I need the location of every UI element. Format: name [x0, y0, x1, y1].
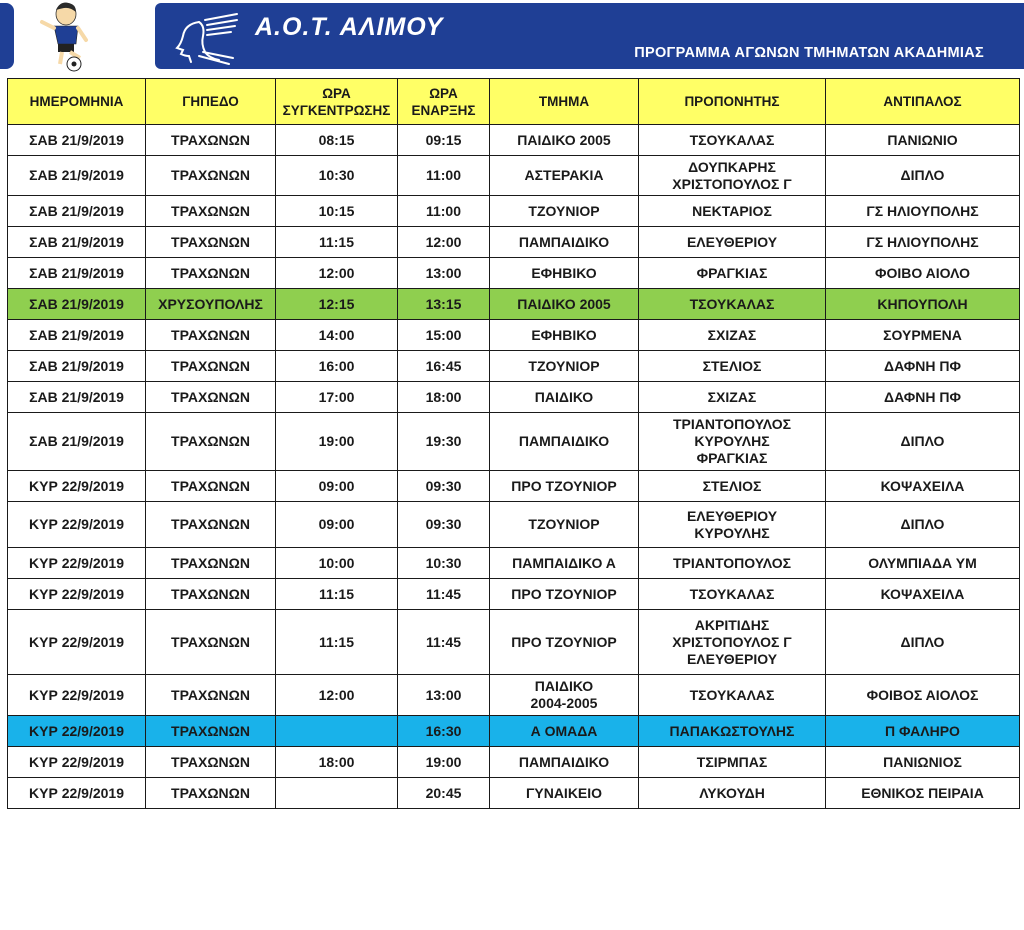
cell-coach-line: ΑΚΡΙΤΙΔΗΣ [694, 616, 770, 633]
cell-coach-line: ΝΕΚΤΑΡΙΟΣ [692, 202, 772, 219]
cell-venue: ΤΡΑΧΩΝΩΝ [146, 778, 276, 809]
cell-coach-line: ΧΡΙΣΤΟΠΟΥΛΟΣ Γ [672, 633, 792, 650]
cell-team [490, 610, 639, 675]
cell-coach [639, 471, 826, 502]
cell-opponent: ΔΑΦΝΗ ΠΦ [826, 351, 1020, 382]
cell-start-time: 09:15 [398, 125, 490, 156]
cell-date: ΚΥΡ 22/9/2019 [8, 471, 146, 502]
cell-venue: ΤΡΑΧΩΝΩΝ [146, 196, 276, 227]
cell-date: ΣΑΒ 21/9/2019 [8, 125, 146, 156]
cell-meet-time: 19:00 [276, 413, 398, 471]
cell-coach-line: ΦΡΑΓΚΙΑΣ [696, 450, 768, 466]
cell-date: ΚΥΡ 22/9/2019 [8, 716, 146, 747]
cell-start-time: 18:00 [398, 382, 490, 413]
cell-coach [639, 716, 826, 747]
cell-start-time: 19:30 [398, 413, 490, 471]
cell-coach-line: ΣΧΙΖΑΣ [707, 388, 757, 405]
cell-team [490, 196, 639, 227]
hermes-head-logo-icon [169, 8, 241, 66]
cell-opponent: ΠΑΝΙΩΝΙΟ [826, 125, 1020, 156]
cell-meet-time: 12:00 [276, 258, 398, 289]
cell-date: ΣΑΒ 21/9/2019 [8, 382, 146, 413]
cell-start-time: 16:45 [398, 351, 490, 382]
cell-team-line: ΠΑΜΠΑΙΔΙΚΟ [518, 753, 610, 770]
cell-coach [639, 289, 826, 320]
cell-date: ΣΑΒ 21/9/2019 [8, 156, 146, 196]
cell-venue: ΤΡΑΧΩΝΩΝ [146, 716, 276, 747]
cell-team [490, 471, 639, 502]
table-row [8, 196, 1020, 227]
cell-meet-time: 11:15 [276, 579, 398, 610]
cell-team-line: ΠΑΜΠΑΙΔΙΚΟ Α [512, 554, 616, 571]
cell-meet-time: 11:15 [276, 227, 398, 258]
cell-coach-line: ΠΑΠΑΚΩΣΤΟΥΛΗΣ [669, 722, 795, 739]
cell-date: ΚΥΡ 22/9/2019 [8, 579, 146, 610]
cell-coach-line: ΤΣΙΡΜΠΑΣ [696, 753, 768, 770]
cell-start-time: 15:00 [398, 320, 490, 351]
cell-opponent: ΦΟΙΒΟΣ ΑΙΟΛΟΣ [826, 675, 1020, 716]
cell-venue: ΤΡΑΧΩΝΩΝ [146, 610, 276, 675]
schedule-subtitle: ΠΡΟΓΡΑΜΜΑ ΑΓΩΝΩΝ ΤΜΗΜΑΤΩΝ ΑΚΑΔΗΜΙΑΣ [634, 45, 984, 61]
cell-team-line: ΕΦΗΒΙΚΟ [531, 326, 597, 343]
cell-team-line: Α ΟΜΑΔΑ [530, 722, 598, 739]
table-row [8, 382, 1020, 413]
cell-venue: ΤΡΑΧΩΝΩΝ [146, 382, 276, 413]
cell-date: ΣΑΒ 21/9/2019 [8, 351, 146, 382]
club-name: Α.Ο.Τ. ΑΛΙΜΟΥ [255, 13, 444, 41]
cell-opponent: ΣΟΥΡΜΕΝΑ [826, 320, 1020, 351]
cell-venue: ΤΡΑΧΩΝΩΝ [146, 502, 276, 548]
cell-coach-line: ΤΣΟΥΚΑΛΑΣ [689, 585, 775, 602]
cell-opponent: ΠΑΝΙΩΝΙΟΣ [826, 747, 1020, 778]
cell-coach [639, 351, 826, 382]
left-banner-tab [0, 3, 14, 69]
table-row [8, 548, 1020, 579]
cell-coach [639, 196, 826, 227]
cell-team-line: ΠΑΙΔΙΚΟ [534, 678, 594, 694]
cell-start-time: 11:00 [398, 196, 490, 227]
cell-team [490, 413, 639, 471]
cell-coach [639, 258, 826, 289]
cell-coach [639, 747, 826, 778]
table-row [8, 156, 1020, 196]
cell-team-line: 2004-2005 [530, 695, 598, 711]
cell-coach-line: ΤΡΙΑΝΤΟΠΟΥΛΟΣ [672, 554, 792, 571]
table-header-row [8, 79, 1020, 125]
cell-team-line: ΠΑΜΠΑΙΔΙΚΟ [518, 233, 610, 250]
cell-venue: ΤΡΑΧΩΝΩΝ [146, 227, 276, 258]
cell-meet-time: 17:00 [276, 382, 398, 413]
column-header-date: ΗΜΕΡΟΜΗΝΙΑ [8, 79, 146, 125]
cell-team [490, 502, 639, 548]
cell-coach-line: ΕΛΕΥΘΕΡΙΟΥ [686, 650, 778, 667]
cell-coach-line: ΣΧΙΖΑΣ [707, 326, 757, 343]
cell-date: ΚΥΡ 22/9/2019 [8, 778, 146, 809]
cell-venue: ΤΡΑΧΩΝΩΝ [146, 320, 276, 351]
cell-coach [639, 320, 826, 351]
cell-team [490, 125, 639, 156]
cell-coach [639, 125, 826, 156]
cell-date: ΣΑΒ 21/9/2019 [8, 320, 146, 351]
column-header-start-time: ΩΡΑ ΕΝΑΡΞΗΣ [398, 79, 490, 125]
cell-venue: ΤΡΑΧΩΝΩΝ [146, 125, 276, 156]
cell-team-line: ΠΑΜΠΑΙΔΙΚΟ [518, 433, 610, 449]
cell-meet-time: 10:15 [276, 196, 398, 227]
table-row [8, 258, 1020, 289]
cell-team-line: ΠΡΟ ΤΖΟΥΝΙΟΡ [511, 633, 617, 650]
cell-opponent: ΓΣ ΗΛΙΟΥΠΟΛΗΣ [826, 227, 1020, 258]
table-row [8, 502, 1020, 548]
cell-coach [639, 502, 826, 548]
cell-team [490, 778, 639, 809]
cell-coach-line: ΦΡΑΓΚΙΑΣ [696, 264, 768, 281]
cell-meet-time: 10:00 [276, 548, 398, 579]
table-row [8, 413, 1020, 471]
column-header-coach: ΠΡΟΠΟΝΗΤΗΣ [639, 79, 826, 125]
cell-start-time: 19:00 [398, 747, 490, 778]
cell-team-line: ΠΑΙΔΙΚΟ 2005 [517, 131, 611, 148]
table-row [8, 227, 1020, 258]
cell-coach [639, 579, 826, 610]
cell-date: ΣΑΒ 21/9/2019 [8, 289, 146, 320]
cell-team [490, 320, 639, 351]
cell-opponent: Π ΦΑΛΗΡΟ [826, 716, 1020, 747]
cell-meet-time: 09:00 [276, 471, 398, 502]
column-header-team: ΤΜΗΜΑ [490, 79, 639, 125]
cell-opponent: ΟΛΥΜΠΙΑΔΑ ΥΜ [826, 548, 1020, 579]
cell-opponent: ΚΗΠΟΥΠΟΛΗ [826, 289, 1020, 320]
cell-start-time: 13:15 [398, 289, 490, 320]
cell-meet-time: 08:15 [276, 125, 398, 156]
cell-meet-time [276, 778, 398, 809]
table-row [8, 610, 1020, 675]
cell-date: ΣΑΒ 21/9/2019 [8, 258, 146, 289]
table-row [8, 351, 1020, 382]
cell-start-time: 13:00 [398, 258, 490, 289]
cell-team [490, 289, 639, 320]
cell-opponent: ΚΟΨΑΧΕΙΛΑ [826, 471, 1020, 502]
cell-meet-time: 16:00 [276, 351, 398, 382]
column-header-venue: ΓΗΠΕΔΟ [146, 79, 276, 125]
cell-start-time: 16:30 [398, 716, 490, 747]
cell-start-time: 20:45 [398, 778, 490, 809]
table-row [8, 778, 1020, 809]
cell-coach-line: ΚΥΡΟΥΛΗΣ [694, 524, 770, 541]
match-schedule-table [7, 78, 1020, 809]
cell-team [490, 675, 639, 716]
cell-opponent: ΔΑΦΝΗ ΠΦ [826, 382, 1020, 413]
cell-venue: ΤΡΑΧΩΝΩΝ [146, 471, 276, 502]
cell-venue: ΤΡΑΧΩΝΩΝ [146, 675, 276, 716]
cell-venue: ΤΡΑΧΩΝΩΝ [146, 351, 276, 382]
cell-date: ΚΥΡ 22/9/2019 [8, 548, 146, 579]
header-banner [155, 3, 1024, 69]
cell-team-line: ΓΥΝΑΙΚΕΙΟ [525, 784, 603, 801]
cell-team [490, 716, 639, 747]
table-row [8, 747, 1020, 778]
cell-team [490, 258, 639, 289]
cell-start-time: 12:00 [398, 227, 490, 258]
cell-coach-line: ΣΤΕΛΙΟΣ [702, 477, 762, 494]
cell-opponent: ΕΘΝΙΚΟΣ ΠΕΙΡΑΙΑ [826, 778, 1020, 809]
cell-team [490, 747, 639, 778]
cell-opponent: ΔΙΠΛΟ [826, 156, 1020, 196]
cell-date: ΚΥΡ 22/9/2019 [8, 747, 146, 778]
football-player-mascot-icon [36, 0, 96, 72]
cell-opponent: ΔΙΠΛΟ [826, 413, 1020, 471]
table-row [8, 289, 1020, 320]
cell-coach-line: ΤΡΙΑΝΤΟΠΟΥΛΟΣ [672, 416, 792, 432]
cell-meet-time [276, 716, 398, 747]
cell-venue: ΤΡΑΧΩΝΩΝ [146, 548, 276, 579]
table-row [8, 675, 1020, 716]
cell-coach [639, 610, 826, 675]
cell-team [490, 156, 639, 196]
cell-start-time: 13:00 [398, 675, 490, 716]
cell-start-time: 09:30 [398, 502, 490, 548]
cell-date: ΣΑΒ 21/9/2019 [8, 413, 146, 471]
cell-coach-line: ΕΛΕΥΘΕΡΙΟΥ [686, 233, 778, 250]
cell-meet-time: 12:00 [276, 675, 398, 716]
cell-coach [639, 548, 826, 579]
cell-date: ΣΑΒ 21/9/2019 [8, 227, 146, 258]
cell-coach-line: ΚΥΡΟΥΛΗΣ [694, 433, 770, 449]
cell-team-line: ΤΖΟΥΝΙΟΡ [528, 357, 600, 374]
cell-meet-time: 09:00 [276, 502, 398, 548]
cell-team-line: ΤΖΟΥΝΙΟΡ [528, 516, 600, 532]
cell-opponent: ΚΟΨΑΧΕΙΛΑ [826, 579, 1020, 610]
cell-start-time: 10:30 [398, 548, 490, 579]
cell-opponent: ΔΙΠΛΟ [826, 610, 1020, 675]
column-header-meet-time: ΩΡΑ ΣΥΓΚΕΝΤΡΩΣΗΣ [276, 79, 398, 125]
cell-coach [639, 675, 826, 716]
cell-team [490, 351, 639, 382]
cell-meet-time: 14:00 [276, 320, 398, 351]
cell-team-line: ΠΑΙΔΙΚΟ [534, 388, 594, 405]
table-row [8, 320, 1020, 351]
cell-opponent: ΓΣ ΗΛΙΟΥΠΟΛΗΣ [826, 196, 1020, 227]
cell-start-time: 11:45 [398, 579, 490, 610]
cell-date: ΚΥΡ 22/9/2019 [8, 675, 146, 716]
cell-date: ΚΥΡ 22/9/2019 [8, 610, 146, 675]
cell-coach-line: ΣΤΕΛΙΟΣ [702, 357, 762, 374]
cell-meet-time: 18:00 [276, 747, 398, 778]
cell-start-time: 11:45 [398, 610, 490, 675]
cell-start-time: 09:30 [398, 471, 490, 502]
cell-venue: ΤΡΑΧΩΝΩΝ [146, 413, 276, 471]
table-row [8, 579, 1020, 610]
cell-meet-time: 10:30 [276, 156, 398, 196]
cell-venue: ΤΡΑΧΩΝΩΝ [146, 258, 276, 289]
cell-date: ΚΥΡ 22/9/2019 [8, 502, 146, 548]
cell-coach-line: ΧΡΙΣΤΟΠΟΥΛΟΣ Γ [672, 175, 792, 192]
cell-team-line: ΑΣΤΕΡΑΚΙΑ [524, 167, 604, 183]
cell-team-line: ΠΑΙΔΙΚΟ 2005 [517, 295, 611, 312]
cell-coach [639, 227, 826, 258]
cell-coach-line: ΤΣΟΥΚΑΛΑΣ [689, 686, 775, 703]
cell-team [490, 227, 639, 258]
cell-venue: ΤΡΑΧΩΝΩΝ [146, 747, 276, 778]
cell-team-line: ΠΡΟ ΤΖΟΥΝΙΟΡ [511, 585, 617, 602]
table-row [8, 716, 1020, 747]
cell-opponent: ΔΙΠΛΟ [826, 502, 1020, 548]
cell-coach-line: ΔΟΥΠΚΑΡΗΣ [688, 158, 776, 175]
cell-team-line: ΤΖΟΥΝΙΟΡ [528, 202, 600, 219]
cell-meet-time: 12:15 [276, 289, 398, 320]
cell-date: ΣΑΒ 21/9/2019 [8, 196, 146, 227]
cell-team-line: ΕΦΗΒΙΚΟ [531, 264, 597, 281]
cell-coach-line: ΕΛΕΥΘΕΡΙΟΥ [686, 507, 778, 524]
cell-team [490, 548, 639, 579]
cell-team [490, 579, 639, 610]
table-row [8, 471, 1020, 502]
cell-venue: ΧΡΥΣΟΥΠΟΛΗΣ [146, 289, 276, 320]
cell-coach [639, 156, 826, 196]
cell-team-line: ΠΡΟ ΤΖΟΥΝΙΟΡ [511, 477, 617, 494]
column-header-opponent: ΑΝΤΙΠΑΛΟΣ [826, 79, 1020, 125]
cell-coach [639, 382, 826, 413]
cell-coach-line: ΛΥΚΟΥΔΗ [699, 784, 765, 801]
cell-coach [639, 413, 826, 471]
cell-meet-time: 11:15 [276, 610, 398, 675]
cell-coach-line: ΤΣΟΥΚΑΛΑΣ [689, 131, 775, 148]
cell-coach-line: ΤΣΟΥΚΑΛΑΣ [689, 295, 775, 312]
cell-team [490, 382, 639, 413]
table-row [8, 125, 1020, 156]
cell-coach [639, 778, 826, 809]
cell-venue: ΤΡΑΧΩΝΩΝ [146, 156, 276, 196]
cell-opponent: ΦΟΙΒΟ ΑΙΟΛΟ [826, 258, 1020, 289]
cell-venue: ΤΡΑΧΩΝΩΝ [146, 579, 276, 610]
cell-start-time: 11:00 [398, 156, 490, 196]
